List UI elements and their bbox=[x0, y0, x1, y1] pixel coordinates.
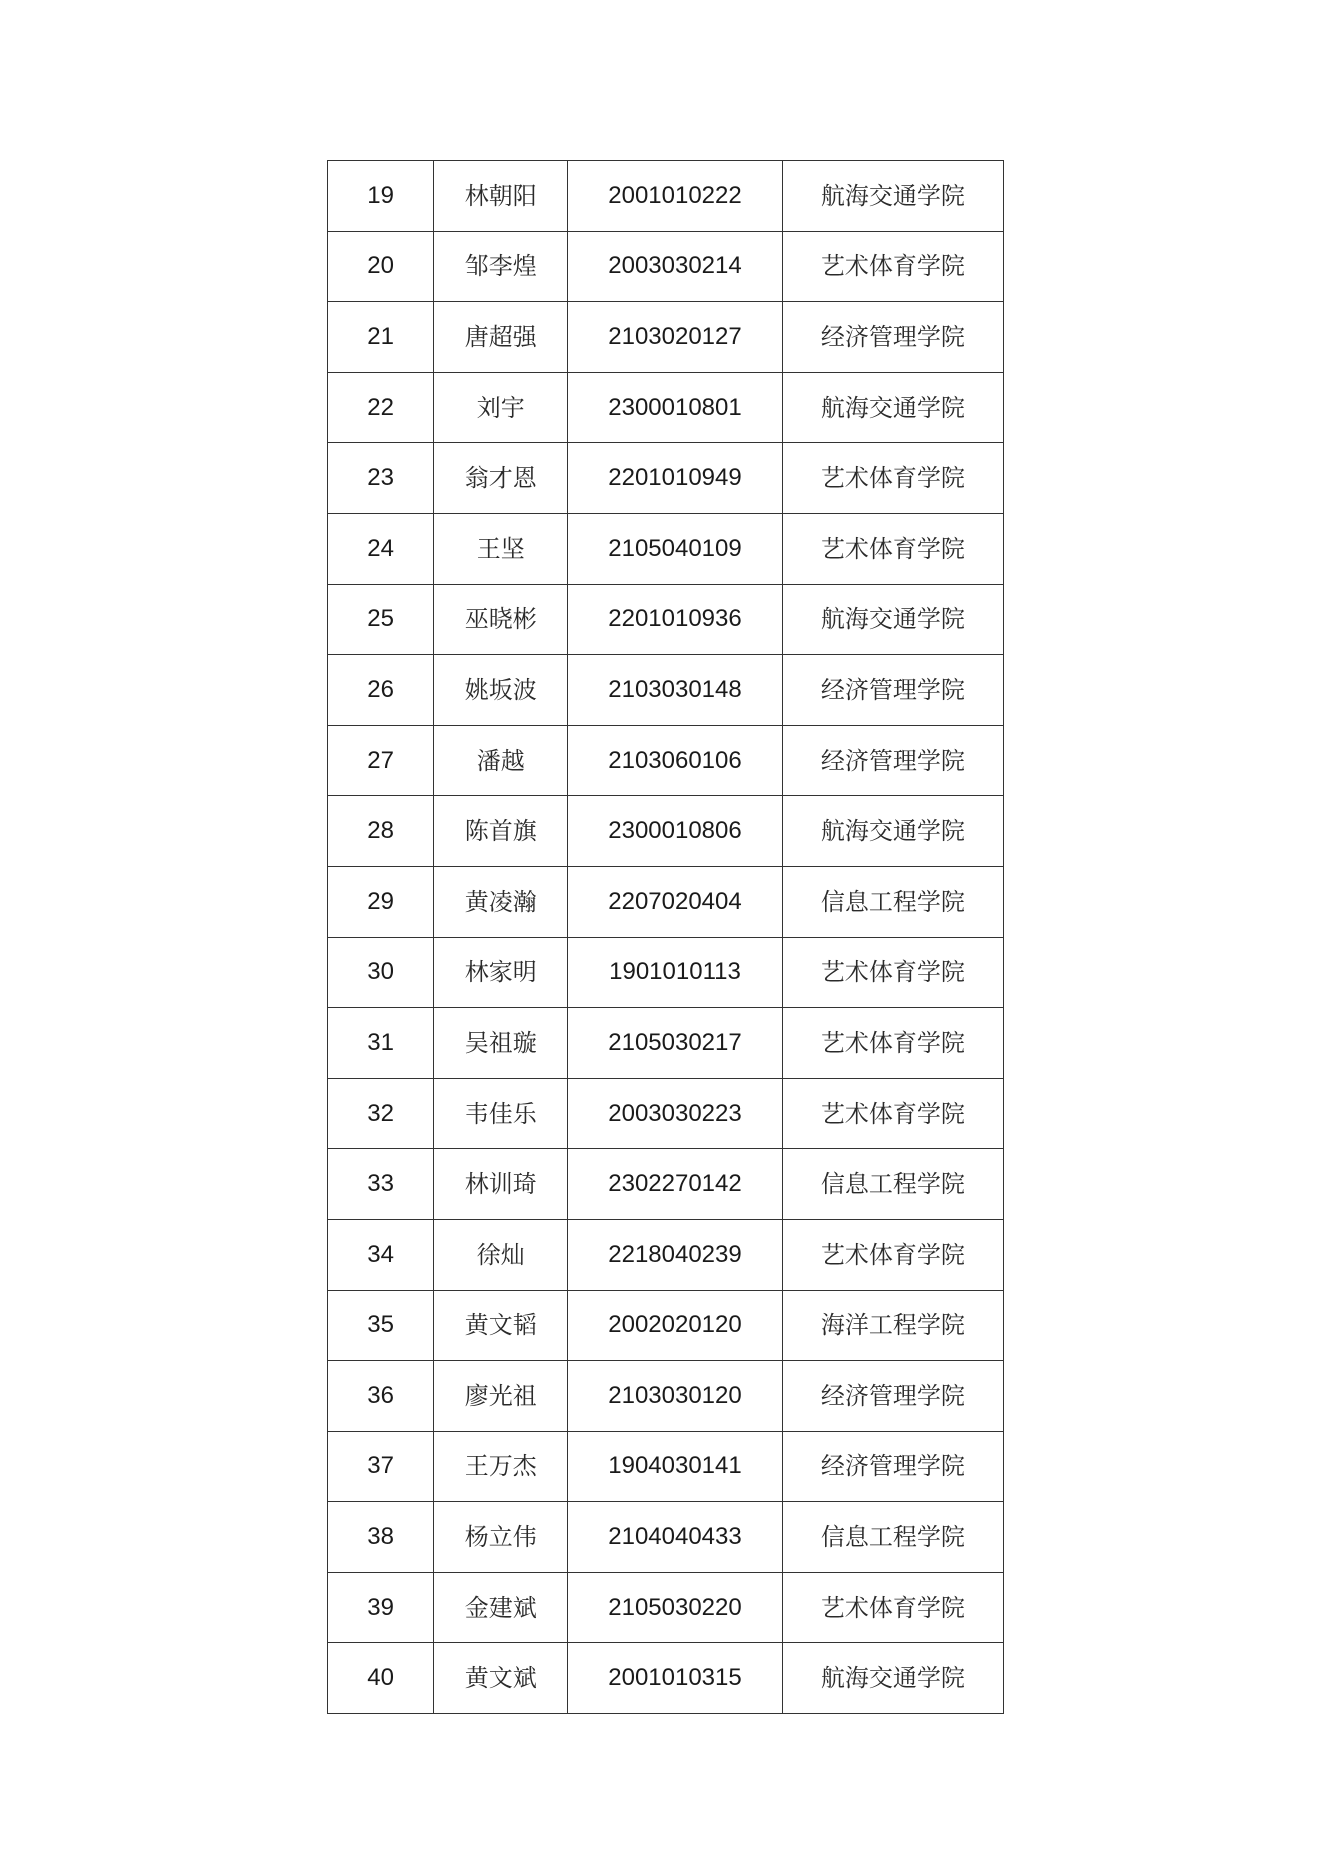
table-row bbox=[328, 1431, 1004, 1502]
student-id: 2003030214 bbox=[568, 231, 782, 302]
college-name: 航海交通学院 bbox=[782, 372, 1003, 443]
table-row bbox=[328, 655, 1004, 726]
student-id: 1901010113 bbox=[568, 937, 782, 1008]
student-id: 2104040433 bbox=[568, 1502, 782, 1573]
row-number: 24 bbox=[328, 513, 434, 584]
table-row bbox=[328, 866, 1004, 937]
student-name: 金建斌 bbox=[434, 1572, 568, 1643]
table-row bbox=[328, 1361, 1004, 1432]
table-row bbox=[328, 1643, 1004, 1714]
row-number: 35 bbox=[328, 1290, 434, 1361]
table-row bbox=[328, 161, 1004, 232]
row-number: 22 bbox=[328, 372, 434, 443]
table-row bbox=[328, 796, 1004, 867]
college-name: 信息工程学院 bbox=[782, 866, 1003, 937]
table-row bbox=[328, 937, 1004, 1008]
student-name: 巫晓彬 bbox=[434, 584, 568, 655]
student-name: 陈首旗 bbox=[434, 796, 568, 867]
student-name: 林家明 bbox=[434, 937, 568, 1008]
table-row bbox=[328, 302, 1004, 373]
row-number: 36 bbox=[328, 1361, 434, 1432]
college-name: 经济管理学院 bbox=[782, 725, 1003, 796]
row-number: 20 bbox=[328, 231, 434, 302]
row-number: 31 bbox=[328, 1008, 434, 1079]
student-id: 2300010801 bbox=[568, 372, 782, 443]
table-row bbox=[328, 1219, 1004, 1290]
student-id: 1904030141 bbox=[568, 1431, 782, 1502]
student-id: 2201010949 bbox=[568, 443, 782, 514]
row-number: 32 bbox=[328, 1078, 434, 1149]
student-name: 徐灿 bbox=[434, 1219, 568, 1290]
student-id: 2103030120 bbox=[568, 1361, 782, 1432]
row-number: 21 bbox=[328, 302, 434, 373]
college-name: 艺术体育学院 bbox=[782, 231, 1003, 302]
table-row bbox=[328, 1290, 1004, 1361]
college-name: 信息工程学院 bbox=[782, 1149, 1003, 1220]
student-id: 2103060106 bbox=[568, 725, 782, 796]
row-number: 34 bbox=[328, 1219, 434, 1290]
college-name: 信息工程学院 bbox=[782, 1502, 1003, 1573]
student-name: 唐超强 bbox=[434, 302, 568, 373]
student-name: 黄凌瀚 bbox=[434, 866, 568, 937]
row-number: 40 bbox=[328, 1643, 434, 1714]
student-name: 吴祖璇 bbox=[434, 1008, 568, 1079]
student-id: 2002020120 bbox=[568, 1290, 782, 1361]
college-name: 经济管理学院 bbox=[782, 1361, 1003, 1432]
college-name: 海洋工程学院 bbox=[782, 1290, 1003, 1361]
student-id: 2105040109 bbox=[568, 513, 782, 584]
student-name: 黄文斌 bbox=[434, 1643, 568, 1714]
table-row bbox=[328, 513, 1004, 584]
student-id: 2003030223 bbox=[568, 1078, 782, 1149]
college-name: 艺术体育学院 bbox=[782, 443, 1003, 514]
college-name: 艺术体育学院 bbox=[782, 1078, 1003, 1149]
student-id: 2207020404 bbox=[568, 866, 782, 937]
roster-body bbox=[328, 161, 1004, 1714]
table-row bbox=[328, 372, 1004, 443]
college-name: 航海交通学院 bbox=[782, 584, 1003, 655]
college-name: 航海交通学院 bbox=[782, 796, 1003, 867]
college-name: 艺术体育学院 bbox=[782, 1572, 1003, 1643]
student-roster-table bbox=[327, 160, 1004, 1714]
row-number: 37 bbox=[328, 1431, 434, 1502]
student-id: 2105030220 bbox=[568, 1572, 782, 1643]
student-name: 韦佳乐 bbox=[434, 1078, 568, 1149]
student-name: 杨立伟 bbox=[434, 1502, 568, 1573]
college-name: 航海交通学院 bbox=[782, 1643, 1003, 1714]
row-number: 26 bbox=[328, 655, 434, 726]
student-name: 潘越 bbox=[434, 725, 568, 796]
row-number: 25 bbox=[328, 584, 434, 655]
row-number: 38 bbox=[328, 1502, 434, 1573]
table-row bbox=[328, 725, 1004, 796]
student-id: 2218040239 bbox=[568, 1219, 782, 1290]
row-number: 30 bbox=[328, 937, 434, 1008]
student-id: 2103020127 bbox=[568, 302, 782, 373]
student-id: 2300010806 bbox=[568, 796, 782, 867]
student-name: 王万杰 bbox=[434, 1431, 568, 1502]
row-number: 28 bbox=[328, 796, 434, 867]
row-number: 19 bbox=[328, 161, 434, 232]
table-row bbox=[328, 1572, 1004, 1643]
row-number: 29 bbox=[328, 866, 434, 937]
student-name: 刘宇 bbox=[434, 372, 568, 443]
row-number: 33 bbox=[328, 1149, 434, 1220]
student-name: 黄文韬 bbox=[434, 1290, 568, 1361]
student-name: 王坚 bbox=[434, 513, 568, 584]
student-name: 廖光祖 bbox=[434, 1361, 568, 1432]
row-number: 27 bbox=[328, 725, 434, 796]
student-name: 翁才恩 bbox=[434, 443, 568, 514]
row-number: 39 bbox=[328, 1572, 434, 1643]
row-number: 23 bbox=[328, 443, 434, 514]
college-name: 艺术体育学院 bbox=[782, 937, 1003, 1008]
student-name: 姚坂波 bbox=[434, 655, 568, 726]
student-id: 2001010315 bbox=[568, 1643, 782, 1714]
student-id: 2302270142 bbox=[568, 1149, 782, 1220]
college-name: 艺术体育学院 bbox=[782, 1008, 1003, 1079]
student-name: 林朝阳 bbox=[434, 161, 568, 232]
table-row bbox=[328, 584, 1004, 655]
college-name: 航海交通学院 bbox=[782, 161, 1003, 232]
student-id: 2201010936 bbox=[568, 584, 782, 655]
table-row bbox=[328, 231, 1004, 302]
table-row bbox=[328, 1502, 1004, 1573]
college-name: 经济管理学院 bbox=[782, 1431, 1003, 1502]
table-row bbox=[328, 1008, 1004, 1079]
student-name: 邹李煌 bbox=[434, 231, 568, 302]
college-name: 艺术体育学院 bbox=[782, 1219, 1003, 1290]
table-row bbox=[328, 1078, 1004, 1149]
college-name: 经济管理学院 bbox=[782, 655, 1003, 726]
student-id: 2103030148 bbox=[568, 655, 782, 726]
table-row bbox=[328, 1149, 1004, 1220]
table-row bbox=[328, 443, 1004, 514]
college-name: 艺术体育学院 bbox=[782, 513, 1003, 584]
college-name: 经济管理学院 bbox=[782, 302, 1003, 373]
student-name: 林训琦 bbox=[434, 1149, 568, 1220]
student-id: 2105030217 bbox=[568, 1008, 782, 1079]
student-id: 2001010222 bbox=[568, 161, 782, 232]
